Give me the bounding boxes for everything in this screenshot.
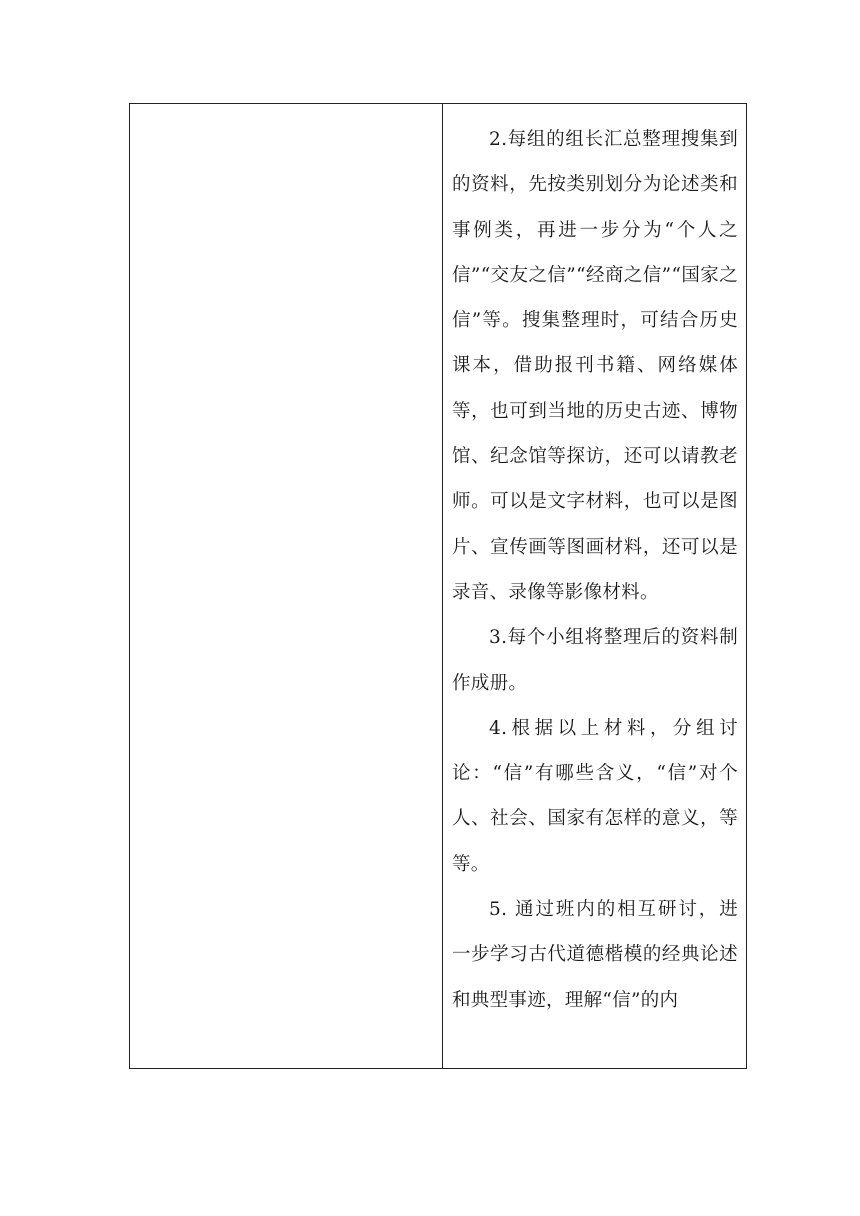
- document-table: [129, 103, 747, 1069]
- paragraph-step-2: 2.每组的组长汇总整理搜集到的资料，先按类别划分为论述类和事例类，再进一步分为“个人之信”“交友之信”“经商之信”“国家之信”等。搜集整理时，可结合历史课本，借助报刊书籍、网络媒体等，也可到当地的历史古迹、博物馆、纪念馆等探访，还可以请教老师。可以是文字材料，也可以是图片、宣传画等图画材料，还可以是录音、录像等影像材料。: [452, 129, 738, 603]
- paragraph-step-4: 4.根据以上材料，分组讨论：“信”有哪些含义，“信”对个人、社会、国家有怎样的意义，等等。: [452, 717, 738, 875]
- table-left-cell: [130, 104, 443, 1068]
- paragraph-step-3: 3.每个小组将整理后的资料制作成册。: [452, 627, 738, 694]
- paragraph-step-5: 5. 通过班内的相互研讨，进一步学习古代道德楷模的经典论述和典型事迹，理解“信”的内: [452, 899, 738, 1011]
- table-right-cell: [443, 104, 746, 1068]
